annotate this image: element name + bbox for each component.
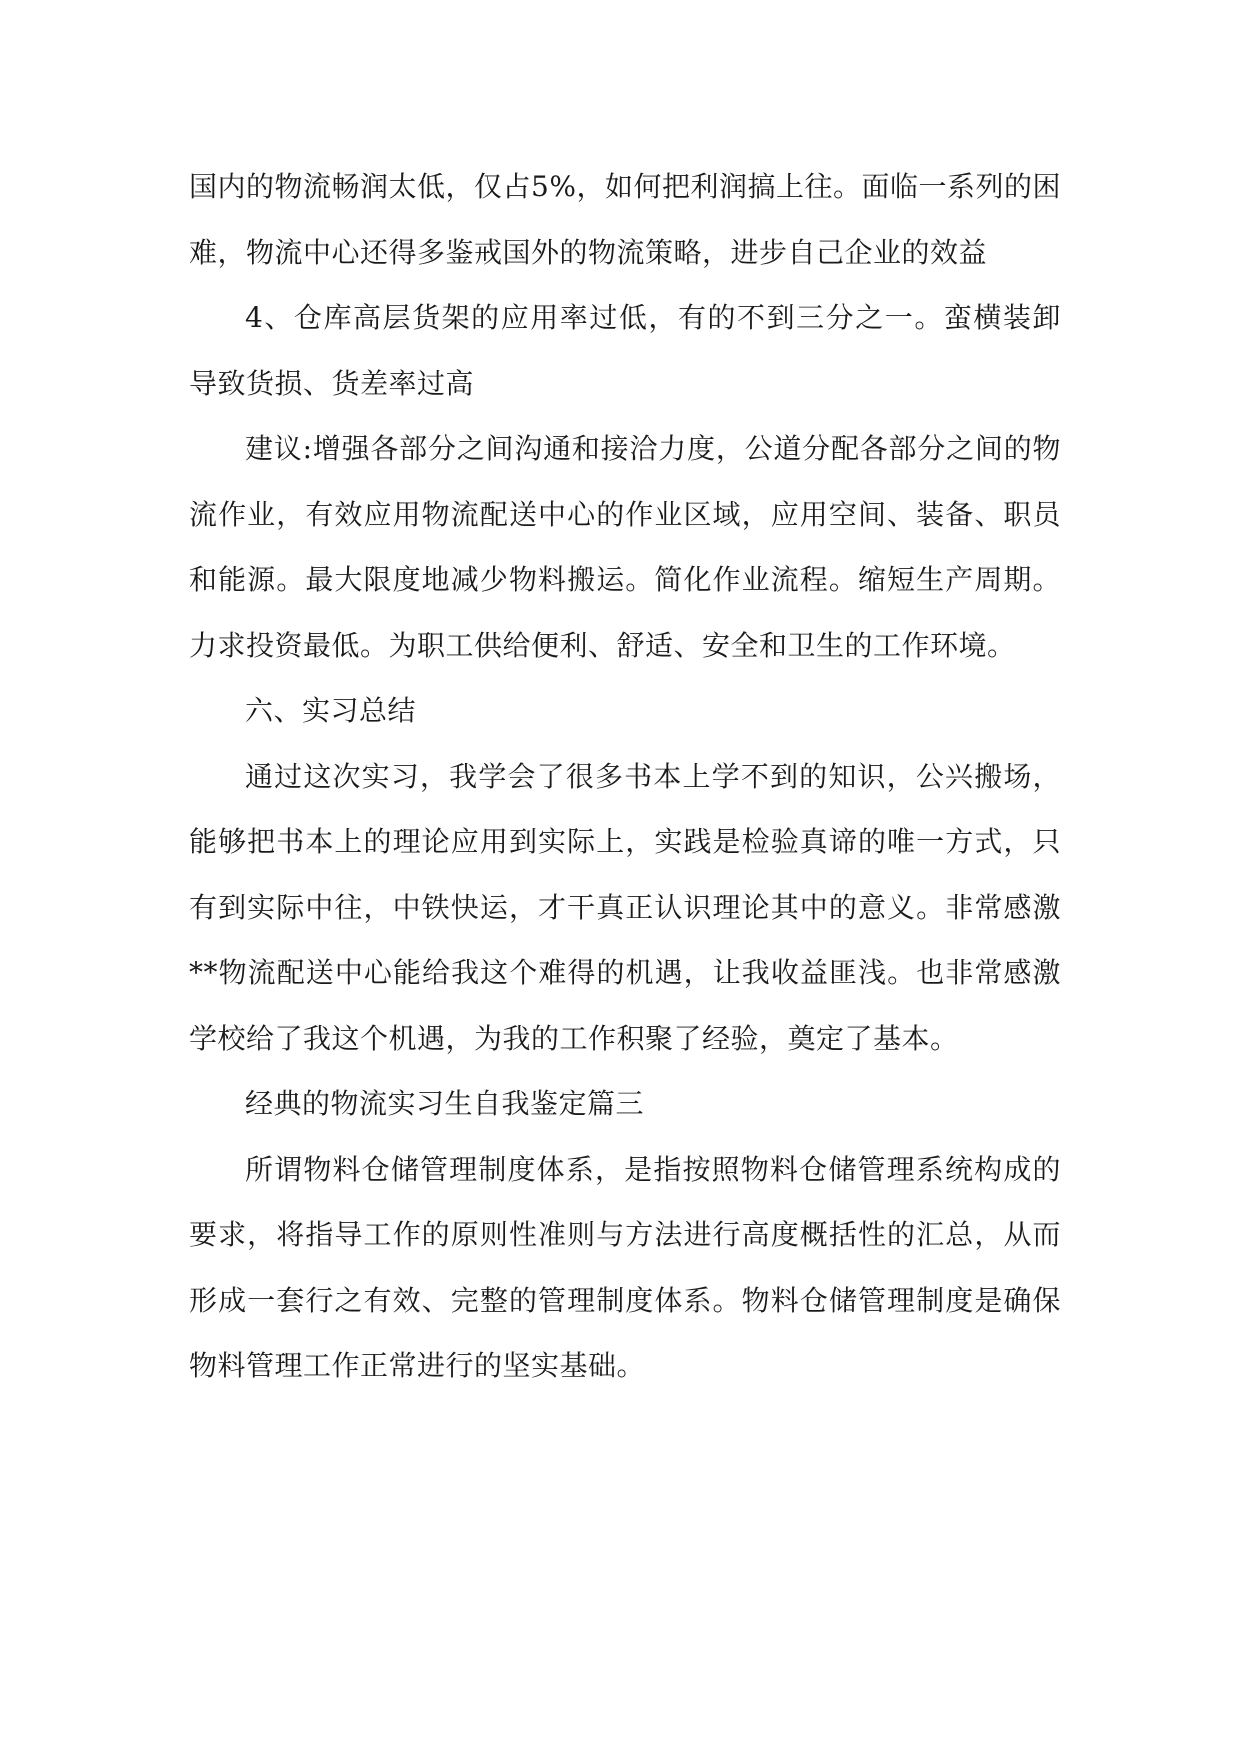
paragraph-suggestion: 建议:增强各部分之间沟通和接洽力度，公道分配各部分之间的物流作业，有效应用物流配送中心的作业区域，应用空间、装备、职员和能源。最大限度地减少物料搬运。简化作业流程。缩短生产周期。力求投资最低。为职工供给便利、舒适、安全和卫生的工作环境。 (189, 432, 1061, 662)
document-body (189, 154, 1061, 1399)
section-heading-summary: 六、实习总结 (245, 694, 417, 727)
paragraph-summary: 通过这次实习，我学会了很多书本上学不到的知识，公兴搬场，能够把书本上的理论应用到实际上，实践是检验真谛的唯一方式，只有到实际中往，中铁快运，才干真正认识理论其中的意义。非常感激**物流配送中心能给我这个难得的机遇，让我收益匪浅。也非常感激学校给了我这个机遇，为我的工作积聚了经验，奠定了基本。 (189, 759, 1061, 1055)
paragraph-shelf-usage: 4、仓库高层货架的应用率过低，有的不到三分之一。蛮横装卸导致货损、货差率过高 (189, 301, 1061, 400)
paragraph-profit: 国内的物流畅润太低，仅占5%，如何把利润搞上往。面临一系列的困难，物流中心还得多鉴戒国外的物流策略，进步自己企业的效益 (189, 170, 1061, 269)
section-heading-part-three: 经典的物流实习生自我鉴定篇三 (245, 1087, 645, 1120)
paragraph-warehouse-system: 所谓物料仓储管理制度体系，是指按照物料仓储管理系统构成的要求，将指导工作的原则性准则与方法进行高度概括性的汇总，从而形成一套行之有效、完整的管理制度体系。物料仓储管理制度是确保物料管理工作正常进行的坚实基础。 (189, 1152, 1061, 1382)
